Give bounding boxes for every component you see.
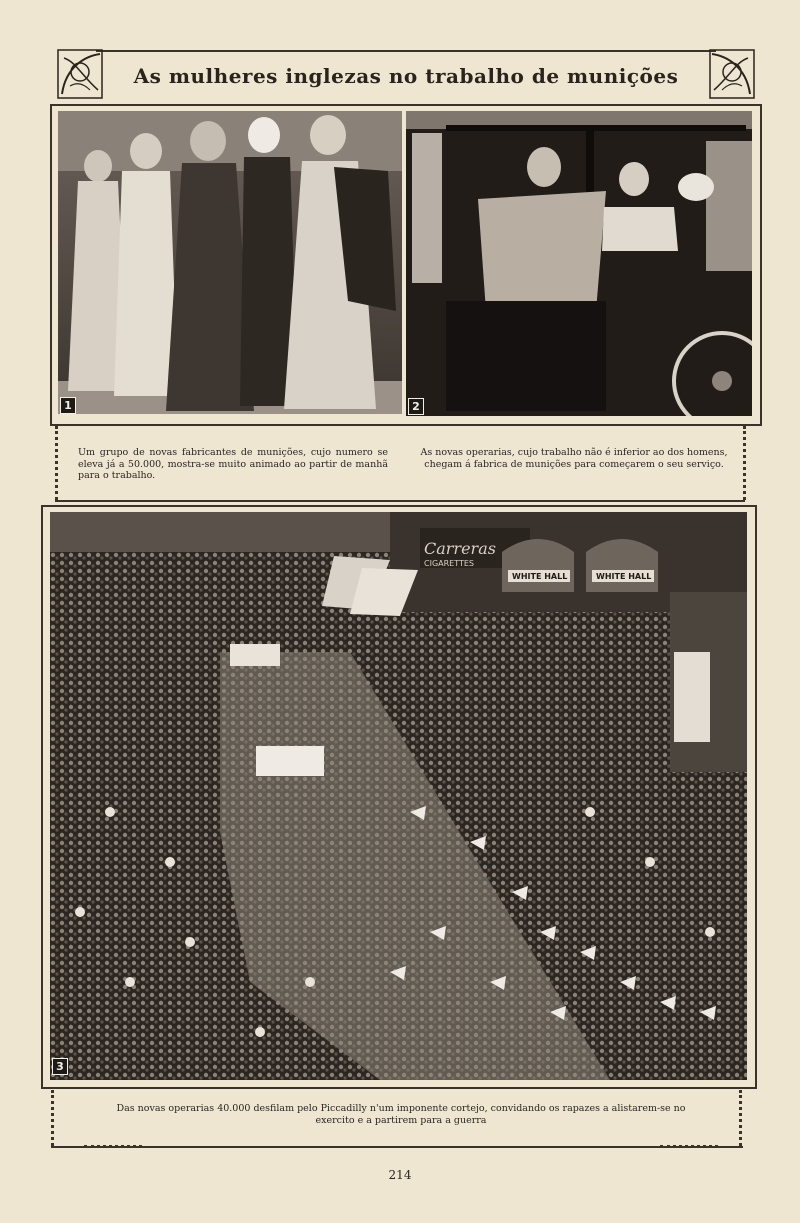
photo-3-piccadilly-parade xyxy=(50,512,747,1080)
art-nouveau-ornament-right-icon xyxy=(706,46,756,102)
caption-border-bottom xyxy=(55,500,745,502)
art-nouveau-ornament-left-icon xyxy=(56,46,106,102)
bottom-caption-rule xyxy=(51,1146,743,1148)
caption-photo-3: Das novas operarias 40.000 desfilam pelo Piccadilly n'um imponente cortejo, convidando os rapazes a alistarem-se no exercito e a partirem para a guerra xyxy=(116,1103,686,1126)
header-rule-top xyxy=(96,50,716,52)
caption-photo-1: Um grupo de novas fabricantes de munições, cujo numero se eleva já a 50.000, mostra-se muito animado ao partir de manhã para o trabalho. xyxy=(78,447,388,481)
white-hall-sign-2: WHITE HALL xyxy=(596,572,652,581)
page-header xyxy=(56,46,756,108)
bottom-caption-border-left xyxy=(51,1090,54,1146)
bottom-caption-border-right xyxy=(739,1090,742,1146)
svg-text:Carreras: Carreras xyxy=(424,539,496,558)
photo-1-women-munition-workers xyxy=(58,111,402,414)
white-hall-sign-1: WHITE HALL xyxy=(512,572,568,581)
photo-number-2: 2 xyxy=(408,398,424,415)
page-number: 214 xyxy=(388,1168,412,1182)
cigarettes-sign: CIGARETTES xyxy=(424,559,474,568)
caption-photo-2: As novas operarias, cujo trabalho não é inferior ao dos homens, chegam á fabrica de munições para começarem o seu serviço. xyxy=(420,447,728,470)
page-title: As mulheres inglezas no trabalho de munições xyxy=(133,64,679,88)
bottom-caption-dots-right xyxy=(660,1145,718,1148)
caption-border-left xyxy=(55,426,58,500)
photo-number-1: 1 xyxy=(60,397,76,414)
caption-border-right xyxy=(743,426,746,500)
photo-number-3: 3 xyxy=(52,1058,68,1075)
photo-2-workers-arriving-by-car xyxy=(406,111,752,416)
bottom-caption-dots-left xyxy=(84,1145,142,1148)
